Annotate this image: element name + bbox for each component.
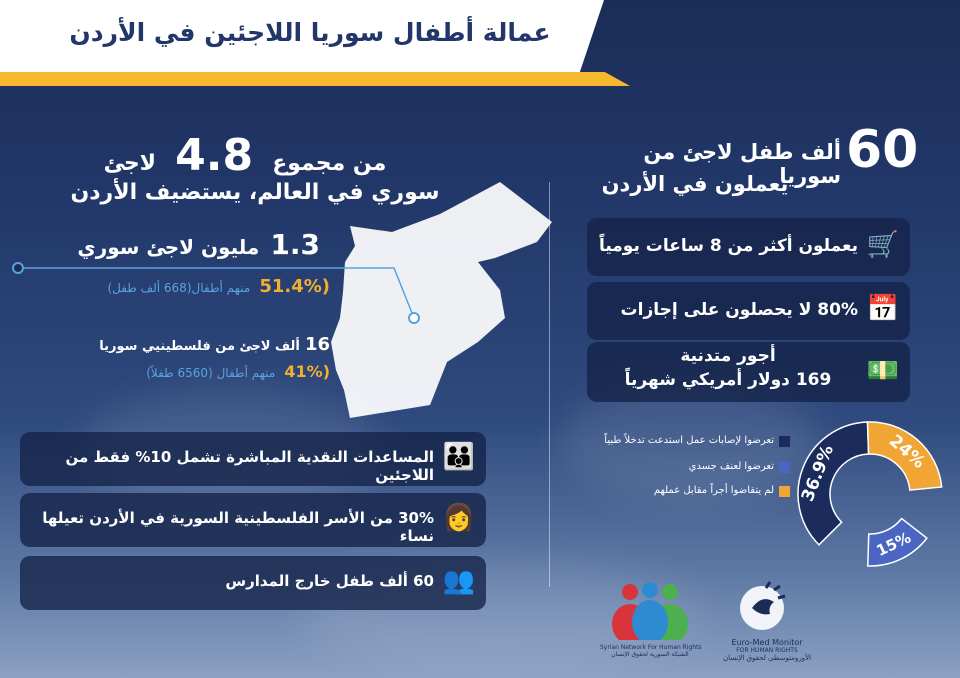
page-title: عمالة أطفال سوريا اللاجئين في الأردن (69, 18, 551, 47)
snhr-logo-figures (600, 580, 700, 640)
palestinian-refugees-text: ألف لاجئ من فلسطينيي سوريا (99, 339, 300, 354)
woman-icon: 👩 (442, 503, 476, 533)
palestinian-children-text: منهم أطفال (6560 طفلاً) (146, 366, 276, 380)
snhr-logo (600, 580, 700, 670)
snhr-logo-en: Syrian Network For Human Rights (600, 644, 702, 651)
euromed-logo (712, 578, 822, 673)
palestinian-refugees-amount: 16 (304, 334, 330, 355)
calendar-icon: 📅 (866, 294, 900, 324)
stat-wages-value: 169 دولار أمريكي شهرياً (624, 370, 832, 390)
headline-left-line2: سوري في العالم، يستضيف الأردن (70, 180, 440, 205)
syrian-children-pct: (51.4% (259, 276, 330, 297)
stat-panel-hours (587, 218, 910, 276)
legend-label-injury: تعرضوا لإصابات عمل استدعت تدخلاً طبياً (604, 435, 774, 446)
women-panel-text: 30% من الأسر الفلسطينية السورية في الأردن تعيلها نساء (42, 509, 434, 545)
syrian-refugees (30, 228, 320, 261)
schools-panel-text: 60 ألف طفل خارج المدارس (225, 572, 434, 590)
children-group-icon: 👥 (442, 566, 476, 596)
headline-right-number: 60 (846, 120, 919, 180)
schools-panel (20, 556, 486, 610)
money-hand-icon: 💵 (866, 356, 900, 386)
worker-cart-icon: 🛒 (866, 230, 900, 260)
pointer-start-dot (13, 263, 23, 273)
legend-swatch-unpaid (779, 486, 790, 497)
headline-suffix: لاجئ (103, 151, 157, 176)
aid-panel-text: المساعدات النقدية المباشرة تشمل 10% فقط من اللاجئين (65, 448, 434, 484)
pointer-end-dot (409, 313, 419, 323)
syrian-children-text: منهم أطفال(668 ألف طفل) (107, 281, 251, 295)
women-panel (20, 493, 486, 547)
palestinian-children (40, 362, 330, 381)
palestinian-refugees (40, 334, 330, 355)
headline-right-line2: يعملون في الأردن (601, 172, 789, 196)
donut-label-violence: 15% (873, 528, 914, 561)
headline-prefix: من مجموع (272, 151, 387, 176)
headline-right-line1: ألف طفل لاجئ من سوريا (643, 140, 841, 188)
legend-swatch-injury (779, 436, 790, 447)
aid-panel (20, 432, 486, 486)
euromed-logo-ar: الأورومتوسطي لحقوق الإنسان (722, 654, 812, 662)
syrian-refugees-text: مليون لاجئ سوري (77, 235, 260, 259)
legend-label-unpaid: لم يتقاضوا أجراً مقابل عملهم (653, 485, 774, 496)
euromed-logo-en2: FOR HUMAN RIGHTS (736, 647, 798, 654)
syrian-children (40, 276, 330, 297)
headline-number: 4.8 (175, 130, 254, 181)
palestinian-children-pct: (41% (284, 362, 330, 381)
legend-label-violence: تعرضوا لعنف جسدي (688, 461, 774, 472)
stat-panel-vacations (587, 282, 910, 340)
injury-donut-chart (790, 414, 950, 574)
euromed-logo-mark (712, 578, 822, 634)
stat-hours-text: يعملون أكثر من 8 ساعات يومياً (598, 236, 858, 256)
donut-label-injury: 36.9% (797, 442, 839, 505)
chart-legend (560, 432, 790, 502)
headline-left (60, 130, 430, 181)
stat-vacations-text: 80% لا يحصلون على إجازات (620, 300, 858, 320)
snhr-logo-ar: الشبكة السورية لحقوق الإنسان (611, 651, 689, 658)
jordan-map-shape (331, 182, 552, 418)
vertical-divider (549, 182, 550, 587)
syrian-refugees-amount: 1.3 (270, 228, 320, 261)
stat-panel-wages (587, 342, 910, 402)
euromed-logo-en1: Euro-Med Monitor (731, 638, 803, 647)
legend-swatch-violence (779, 462, 790, 473)
donut-label-unpaid: 24% (884, 430, 929, 473)
aid-family-icon: 👪 (442, 442, 476, 472)
stat-wages-title: أجور متدنية (680, 346, 776, 366)
